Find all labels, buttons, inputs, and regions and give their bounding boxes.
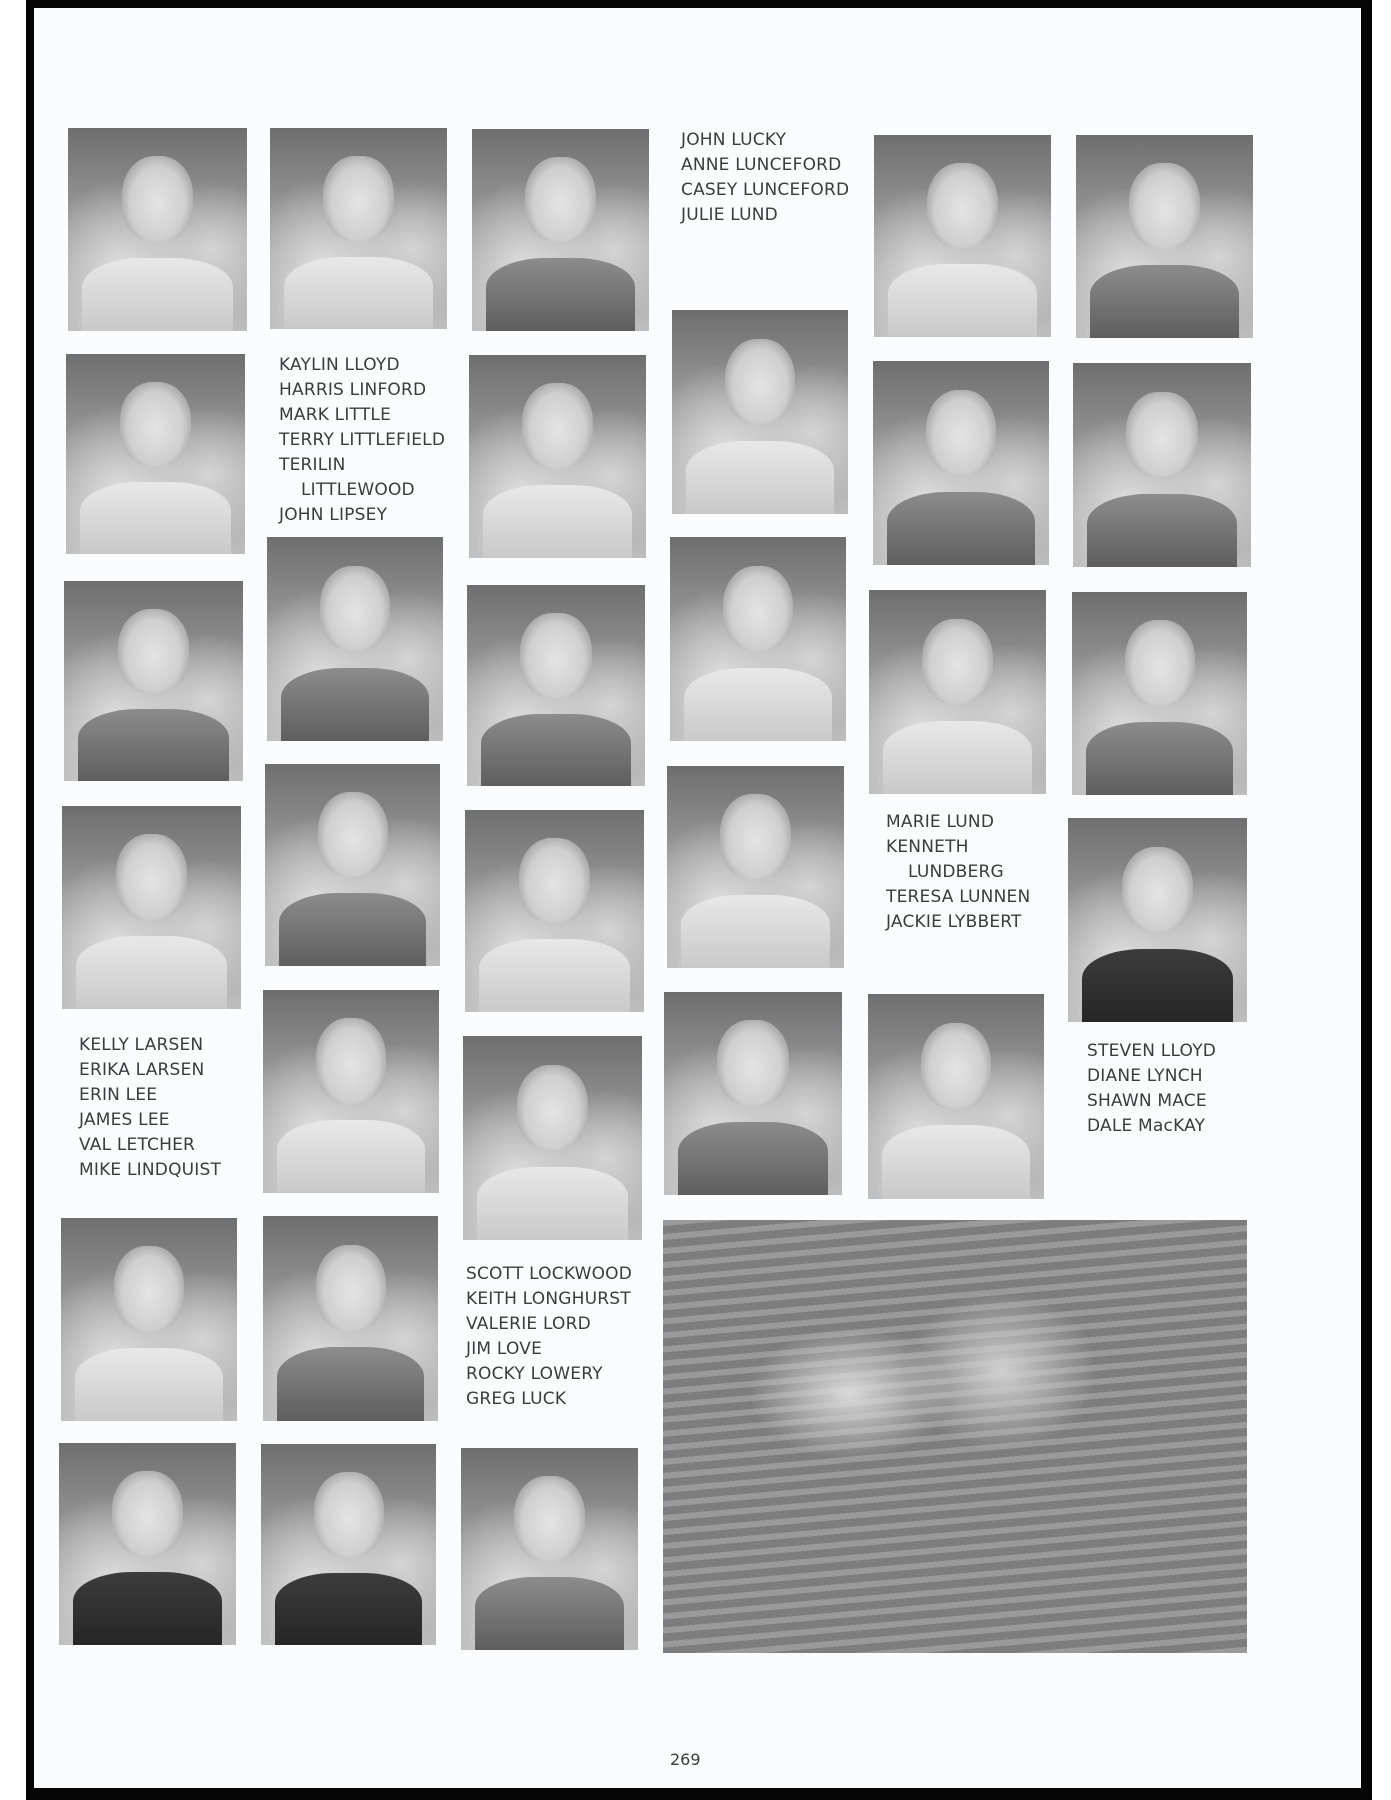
portrait-photo [461,1448,638,1650]
student-name: ROCKY LOWERY [466,1364,603,1384]
student-name: TERILIN [279,455,346,475]
student-name: STEVEN LLOYD [1087,1041,1217,1061]
name-list-right [1087,1039,1216,1139]
name-list-row2-left [279,353,445,528]
student-name: JOHN LUCKY [681,130,787,150]
student-name: HARRIS LINFORD [279,380,427,400]
student-name: ANNE LUNCEFORD [681,155,842,175]
student-name: ERIKA LARSEN [79,1060,205,1080]
student-name: JAMES LEE [79,1110,170,1130]
portrait-photo [463,1036,642,1240]
student-name: MIKE LINDQUIST [79,1160,222,1180]
student-name: KENNETH [886,837,969,857]
portrait-photo [670,537,846,741]
student-name: DALE MacKAY [1087,1116,1206,1136]
name-list-middle-right [886,810,1030,935]
portrait-photo [869,590,1046,794]
student-name: VAL LETCHER [79,1135,196,1155]
student-name: KAYLIN LLOYD [279,355,400,375]
student-name: JOHN LIPSEY [279,505,388,525]
portrait-photo [263,1216,438,1421]
student-name: JULIE LUND [681,205,778,225]
candid-classroom-photo [663,1220,1247,1653]
portrait-photo [270,128,447,329]
portrait-photo [68,128,247,331]
portrait-photo [1076,135,1253,338]
student-name: GREG LUCK [466,1389,567,1409]
portrait-photo [868,994,1044,1199]
student-name: TERRY LITTLEFIELD [279,430,446,450]
portrait-photo [469,355,646,558]
student-name: TERESA LUNNEN [886,887,1031,907]
student-name: KELLY LARSEN [79,1035,204,1055]
portrait-photo [465,810,644,1012]
student-name: SCOTT LOCKWOOD [466,1264,633,1284]
portrait-photo [1073,363,1251,567]
student-name: JIM LOVE [466,1339,543,1359]
student-name: ERIN LEE [79,1085,158,1105]
student-name: CASEY LUNCEFORD [681,180,850,200]
page-number: 269 [670,1750,701,1769]
name-list-bottom-center [466,1262,632,1412]
student-name: MARK LITTLE [279,405,392,425]
student-name: KEITH LONGHURST [466,1289,631,1309]
portrait-photo [265,764,440,966]
portrait-photo [267,537,443,741]
student-name: MARIE LUND [886,812,995,832]
name-list-left [79,1033,221,1183]
portrait-photo [61,1218,237,1421]
portrait-photo [1068,818,1247,1022]
name-list-top-center [681,128,849,228]
portrait-photo [472,129,649,331]
student-name: DIANE LYNCH [1087,1066,1203,1086]
portrait-photo [667,766,844,968]
portrait-photo [66,354,245,554]
student-name: JACKIE LYBBERT [886,912,1022,932]
portrait-photo [874,135,1051,337]
student-name: SHAWN MACE [1087,1091,1207,1111]
portrait-photo [263,990,439,1193]
portrait-photo [664,992,842,1195]
portrait-photo [261,1444,436,1645]
portrait-photo [62,806,241,1009]
portrait-photo [672,310,848,514]
portrait-photo [1072,592,1247,795]
portrait-photo [467,585,645,786]
portrait-photo [64,581,243,781]
portrait-photo [873,361,1049,565]
portrait-photo [59,1443,236,1645]
student-name-continued: LUNDBERG [908,862,1004,882]
student-name-continued: LITTLEWOOD [301,480,415,500]
student-name: VALERIE LORD [466,1314,591,1334]
